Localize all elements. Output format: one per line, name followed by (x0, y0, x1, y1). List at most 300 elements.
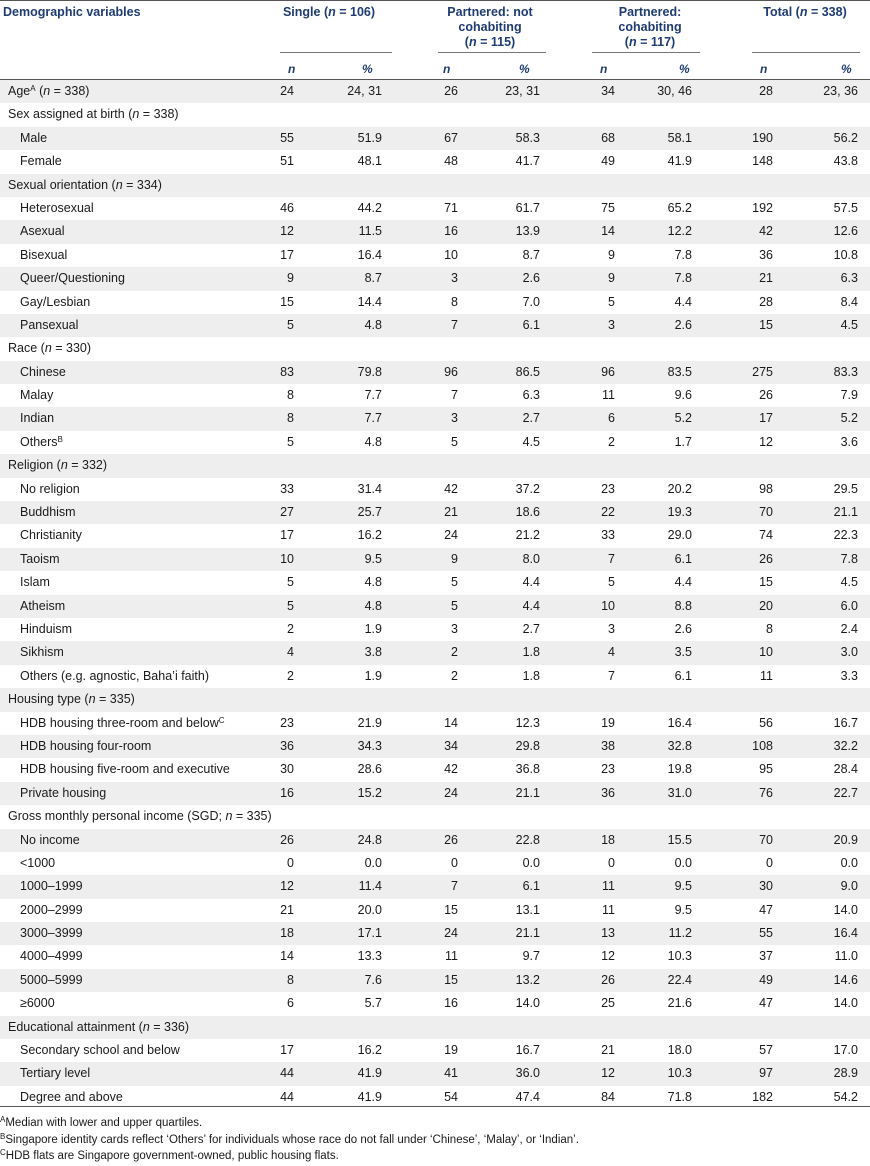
cell-count: 14 (444, 715, 458, 730)
cell-percent: 41.7 (515, 154, 540, 169)
cell-count: 26 (759, 551, 773, 566)
cell-count: 5 (451, 575, 458, 590)
cell-count: 190 (752, 130, 773, 145)
cell-percent: 48.1 (357, 154, 382, 169)
cell-percent: 47.4 (515, 1089, 540, 1104)
cell-count: 75 (601, 200, 615, 215)
section-row (0, 103, 870, 126)
cell-percent: 79.8 (357, 364, 382, 379)
cell-percent: 7.9 (840, 388, 858, 403)
group-underline-single (280, 52, 392, 53)
cell-count: 15 (759, 317, 773, 332)
cell-percent: 56.2 (833, 130, 858, 145)
cell-percent: 4.5 (522, 434, 540, 449)
cell-percent: 22.3 (833, 528, 858, 543)
cell-percent: 4.8 (364, 598, 382, 613)
row-label: No income (20, 832, 80, 847)
cell-percent: 19.8 (667, 762, 692, 777)
cell-count: 44 (280, 1066, 294, 1081)
cell-percent: 22.7 (833, 785, 858, 800)
cell-percent: 20.2 (667, 481, 692, 496)
table-row (0, 782, 870, 805)
cell-count: 36 (280, 738, 294, 753)
cell-count: 13 (601, 926, 615, 941)
cell-percent: 12.2 (667, 224, 692, 239)
section-row (0, 454, 870, 477)
table-footnotes (0, 1115, 870, 1165)
cell-count: 15 (444, 972, 458, 987)
cell-count: 7 (608, 668, 615, 683)
cell-percent: 10.3 (667, 949, 692, 964)
cell-percent: 51.9 (357, 130, 382, 145)
cell-percent: 0.0 (522, 855, 540, 870)
cell-count: 6 (608, 411, 615, 426)
cell-percent: 1.8 (522, 668, 540, 683)
cell-percent: 7.7 (364, 411, 382, 426)
cell-percent: 0.0 (674, 855, 692, 870)
cell-count: 10 (759, 645, 773, 660)
cell-count: 4 (608, 645, 615, 660)
cell-percent: 29.8 (515, 738, 540, 753)
cell-percent: 83.5 (667, 364, 692, 379)
cell-percent: 14.4 (357, 294, 382, 309)
cell-count: 148 (752, 154, 773, 169)
cell-count: 42 (444, 481, 458, 496)
cell-percent: 2.6 (522, 271, 540, 286)
cell-percent: 8.7 (522, 247, 540, 262)
cell-percent: 4.4 (674, 575, 692, 590)
row-label: Sexual orientation (n = 334) (8, 177, 162, 192)
table-row (0, 1062, 870, 1085)
cell-percent: 11.4 (358, 879, 382, 894)
row-label: Bisexual (20, 247, 68, 262)
cell-count: 36 (601, 785, 615, 800)
cell-percent: 31.4 (357, 481, 382, 496)
row-label: HDB housing five-room and executive (20, 762, 230, 777)
cell-count: 5 (287, 434, 294, 449)
cell-percent: 18.6 (515, 505, 540, 520)
row-label: Private housing (20, 785, 107, 800)
row-label: 3000–3999 (20, 926, 83, 941)
cell-count: 21 (601, 1043, 615, 1058)
row-label: Sikhism (20, 645, 64, 660)
cell-count: 2 (287, 668, 294, 683)
cell-percent: 9.7 (522, 949, 540, 964)
cell-percent: 4.4 (674, 294, 692, 309)
cell-percent: 6.1 (522, 317, 540, 332)
section-row (0, 1016, 870, 1039)
cell-count: 24 (444, 926, 458, 941)
cell-count: 11 (602, 388, 615, 403)
cell-count: 6 (287, 996, 294, 1011)
cell-count: 7 (451, 317, 458, 332)
cell-percent: 4.8 (364, 434, 382, 449)
cell-count: 95 (759, 762, 773, 777)
cell-percent: 5.7 (364, 996, 382, 1011)
cell-count: 33 (280, 481, 294, 496)
cell-percent: 6.0 (840, 598, 858, 613)
cell-count: 8 (287, 411, 294, 426)
table-row (0, 595, 870, 618)
cell-count: 96 (444, 364, 458, 379)
cell-percent: 16.4 (667, 715, 692, 730)
cell-count: 9 (608, 247, 615, 262)
cell-count: 30 (759, 879, 773, 894)
cell-count: 15 (280, 294, 294, 309)
cell-count: 76 (759, 785, 773, 800)
cell-count: 0 (451, 855, 458, 870)
cell-percent: 65.2 (667, 200, 692, 215)
cell-count: 8 (287, 388, 294, 403)
cell-count: 24 (280, 84, 294, 98)
cell-count: 26 (444, 84, 458, 98)
cell-count: 9 (287, 271, 294, 286)
table-row (0, 291, 870, 314)
row-label: HDB housing three-room and below$^C$ (20, 715, 225, 730)
cell-percent: 7.8 (674, 247, 692, 262)
table-row (0, 501, 870, 524)
cell-percent: 5.2 (840, 411, 858, 426)
cell-count: 26 (759, 388, 773, 403)
cell-count: 46 (280, 200, 294, 215)
cell-count: 24 (444, 528, 458, 543)
cell-count: 5 (287, 575, 294, 590)
row-label: Christianity (20, 528, 82, 543)
cell-percent: 21.1 (515, 926, 540, 941)
row-label: ≥6000 (20, 996, 55, 1011)
cell-percent: 8.4 (840, 294, 858, 309)
cell-count: 71 (444, 200, 458, 215)
cell-count: 11 (602, 902, 615, 917)
cell-percent: 23, 36 (823, 84, 858, 98)
cell-percent: 4.4 (522, 598, 540, 613)
cell-percent: 6.3 (522, 388, 540, 403)
row-label: <1000 (20, 855, 56, 870)
cell-percent: 54.2 (833, 1089, 858, 1104)
cell-percent: 11.2 (668, 926, 692, 941)
cell-count: 41 (444, 1066, 458, 1081)
footnote: $^A$Median with lower and upper quartiles. (0, 1115, 203, 1129)
cell-count: 83 (280, 364, 294, 379)
cell-percent: 2.6 (674, 621, 692, 636)
cell-count: 3 (608, 317, 615, 332)
column-header-partnered-cohabiting: Partnered: cohabiting (n = 117) (618, 5, 682, 49)
cell-percent: 9.5 (674, 879, 692, 894)
cell-percent: 13.1 (515, 902, 540, 917)
column-header-partnered-not-cohabiting: Partnered: not cohabiting (n = 115) (447, 5, 533, 49)
cell-percent: 7.8 (840, 551, 858, 566)
footnote-marker: C (218, 715, 225, 725)
subheader-n: n (760, 62, 768, 76)
cell-count: 26 (280, 832, 294, 847)
row-label: HDB housing four-room (20, 738, 152, 753)
row-label: Hinduism (20, 621, 73, 636)
cell-count: 68 (601, 130, 615, 145)
row-label: Secondary school and below (20, 1043, 180, 1058)
cell-count: 10 (601, 598, 615, 613)
footnote: $^C$HDB flats are Singapore government-owned, public housing flats. (0, 1148, 339, 1162)
row-label: Heterosexual (20, 200, 94, 215)
table-row (0, 127, 870, 150)
cell-percent: 57.5 (833, 200, 858, 215)
cell-percent: 58.1 (667, 130, 692, 145)
row-label: No religion (20, 481, 80, 496)
row-label: Chinese (20, 364, 66, 379)
cell-count: 44 (280, 1089, 294, 1104)
footnote-marker: B (57, 434, 63, 444)
cell-percent: 31.0 (667, 785, 692, 800)
cell-percent: 4.5 (840, 317, 858, 332)
cell-percent: 7.0 (522, 294, 540, 309)
cell-percent: 3.3 (840, 668, 858, 683)
cell-count: 23 (601, 762, 615, 777)
cell-count: 9 (608, 271, 615, 286)
cell-count: 34 (444, 738, 458, 753)
cell-count: 0 (608, 855, 615, 870)
cell-percent: 29.0 (667, 528, 692, 543)
table-row (0, 314, 870, 337)
cell-count: 3 (451, 411, 458, 426)
cell-percent: 25.7 (357, 505, 382, 520)
table-row (0, 431, 870, 454)
row-label: Buddhism (20, 505, 76, 520)
cell-count: 16 (280, 785, 294, 800)
cell-percent: 2.7 (522, 411, 540, 426)
cell-percent: 14.6 (833, 972, 858, 987)
cell-percent: 30, 46 (657, 84, 692, 98)
cell-count: 47 (759, 902, 773, 917)
cell-count: 18 (280, 926, 294, 941)
cell-count: 54 (444, 1089, 458, 1104)
table-row (0, 641, 870, 664)
cell-percent: 2.7 (522, 621, 540, 636)
row-label: Others (e.g. agnostic, Baha’i faith) (20, 668, 209, 683)
table-row (0, 524, 870, 547)
cell-count: 33 (601, 528, 615, 543)
cell-percent: 21.1 (515, 785, 540, 800)
row-label: Educational attainment (n = 336) (8, 1019, 190, 1034)
cell-count: 2 (451, 645, 458, 660)
cell-percent: 23, 31 (505, 84, 540, 98)
table-row (0, 1039, 870, 1062)
cell-percent: 16.2 (357, 528, 382, 543)
cell-percent: 11.0 (834, 949, 858, 964)
cell-percent: 2.4 (840, 621, 858, 636)
cell-count: 26 (444, 832, 458, 847)
cell-count: 16 (444, 996, 458, 1011)
row-label: Atheism (20, 598, 66, 613)
table-row (0, 197, 870, 220)
cell-percent: 44.2 (357, 200, 382, 215)
cell-count: 5 (287, 317, 294, 332)
cell-percent: 9.5 (364, 551, 382, 566)
cell-percent: 9.5 (674, 902, 692, 917)
footnote-marker: A (30, 84, 36, 93)
cell-count: 8 (451, 294, 458, 309)
cell-percent: 4.5 (840, 575, 858, 590)
cell-percent: 4.4 (522, 575, 540, 590)
table-row (0, 875, 870, 898)
cell-percent: 58.3 (515, 130, 540, 145)
row-label: Religion (n = 332) (8, 458, 108, 473)
cell-percent: 13.3 (357, 949, 382, 964)
table-row (0, 899, 870, 922)
cell-count: 96 (601, 364, 615, 379)
cell-count: 5 (451, 598, 458, 613)
cell-count: 56 (759, 715, 773, 730)
cell-percent: 19.3 (667, 505, 692, 520)
cell-count: 3 (608, 621, 615, 636)
cell-count: 108 (752, 738, 773, 753)
table-row (0, 267, 870, 290)
cell-percent: 22.4 (667, 972, 692, 987)
cell-percent: 9.6 (674, 388, 692, 403)
cell-count: 12 (601, 1066, 615, 1081)
cell-count: 2 (451, 668, 458, 683)
cell-percent: 43.8 (833, 154, 858, 169)
cell-percent: 12.3 (515, 715, 540, 730)
cell-count: 3 (451, 621, 458, 636)
cell-count: 2 (608, 434, 615, 449)
cell-percent: 7.6 (364, 972, 382, 987)
column-header-total: Total (n = 338) (763, 5, 847, 19)
cell-count: 10 (280, 551, 294, 566)
cell-count: 21 (280, 902, 294, 917)
cell-percent: 21.2 (515, 528, 540, 543)
cell-percent: 0.0 (364, 855, 382, 870)
cell-percent: 12.6 (833, 224, 858, 239)
cell-percent: 61.7 (515, 200, 540, 215)
row-label: Others$^B$ (20, 434, 63, 449)
row-label: Queer/Questioning (20, 271, 125, 286)
row-label: Tertiary level (20, 1066, 91, 1081)
cell-percent: 86.5 (515, 364, 540, 379)
table-row (0, 665, 870, 688)
cell-count: 12 (280, 879, 294, 894)
row-label: Housing type (n = 335) (8, 692, 135, 707)
cell-count: 42 (444, 762, 458, 777)
cell-percent: 16.2 (357, 1043, 382, 1058)
cell-count: 11 (760, 668, 773, 683)
cell-count: 14 (601, 224, 615, 239)
table-row (0, 712, 870, 735)
cell-percent: 28.6 (357, 762, 382, 777)
subheader-percent: % (679, 62, 690, 76)
cell-count: 34 (601, 84, 615, 98)
table-row (0, 758, 870, 781)
cell-percent: 14.0 (515, 996, 540, 1011)
cell-percent: 6.1 (522, 879, 540, 894)
cell-count: 182 (752, 1089, 773, 1104)
cell-count: 48 (444, 154, 458, 169)
cell-count: 16 (444, 224, 458, 239)
cell-percent: 15.2 (357, 785, 382, 800)
cell-count: 12 (280, 224, 294, 239)
cell-percent: 41.9 (357, 1089, 382, 1104)
subheader-percent: % (362, 62, 373, 76)
section-row (0, 337, 870, 360)
table-bottom-rule (0, 1106, 870, 1107)
cell-percent: 21.6 (667, 996, 692, 1011)
cell-percent: 34.3 (357, 738, 382, 753)
row-label: Male (20, 130, 48, 145)
cell-percent: 16.7 (515, 1043, 540, 1058)
row-label: Race (n = 330) (8, 341, 92, 356)
cell-count: 21 (444, 505, 458, 520)
cell-percent: 28.4 (833, 762, 858, 777)
section-row (0, 688, 870, 711)
cell-percent: 15.5 (667, 832, 692, 847)
cell-percent: 32.8 (667, 738, 692, 753)
cell-percent: 6.1 (674, 551, 692, 566)
cell-percent: 7.8 (674, 271, 692, 286)
row-label: Islam (20, 575, 50, 590)
cell-percent: 41.9 (667, 154, 692, 169)
table-row (0, 969, 870, 992)
cell-count: 26 (601, 972, 615, 987)
cell-percent: 4.8 (364, 575, 382, 590)
cell-percent: 20.0 (357, 902, 382, 917)
cell-percent: 37.2 (515, 481, 540, 496)
cell-percent: 28.9 (833, 1066, 858, 1081)
cell-percent: 1.9 (364, 621, 382, 636)
cell-percent: 11.5 (358, 224, 382, 239)
cell-count: 42 (759, 224, 773, 239)
cell-count: 17 (280, 247, 294, 262)
table-row (0, 548, 870, 571)
cell-percent: 8.7 (364, 271, 382, 286)
cell-percent: 24.8 (357, 832, 382, 847)
cell-percent: 18.0 (667, 1043, 692, 1058)
cell-percent: 1.8 (522, 645, 540, 660)
cell-count: 23 (280, 715, 294, 730)
cell-count: 30 (280, 762, 294, 777)
table-row (0, 80, 870, 103)
cell-count: 49 (759, 972, 773, 987)
cell-percent: 14.0 (833, 996, 858, 1011)
subheader-percent: % (519, 62, 530, 76)
cell-count: 15 (759, 575, 773, 590)
row-label: 5000–5999 (20, 972, 83, 987)
cell-percent: 4.8 (364, 317, 382, 332)
cell-percent: 17.1 (357, 926, 382, 941)
row-label: Gay/Lesbian (20, 294, 91, 309)
cell-count: 28 (759, 84, 773, 98)
row-label: Taoism (20, 551, 60, 566)
cell-percent: 6.1 (674, 668, 692, 683)
row-label: Asexual (20, 224, 65, 239)
cell-count: 36 (759, 247, 773, 262)
cell-count: 11 (602, 879, 615, 894)
table-row (0, 618, 870, 641)
section-row (0, 805, 870, 828)
table-row (0, 361, 870, 384)
cell-count: 55 (280, 130, 294, 145)
cell-count: 27 (280, 505, 294, 520)
cell-count: 37 (759, 949, 773, 964)
cell-count: 9 (451, 551, 458, 566)
cell-count: 19 (444, 1043, 458, 1058)
cell-percent: 5.2 (674, 411, 692, 426)
cell-percent: 20.9 (833, 832, 858, 847)
cell-percent: 16.4 (833, 926, 858, 941)
cell-percent: 14.0 (833, 902, 858, 917)
cell-count: 51 (280, 154, 294, 169)
cell-percent: 3.0 (840, 645, 858, 660)
cell-percent: 8.8 (674, 598, 692, 613)
table-row (0, 945, 870, 968)
row-label: Age$^A$ (n = 338) (8, 84, 90, 98)
